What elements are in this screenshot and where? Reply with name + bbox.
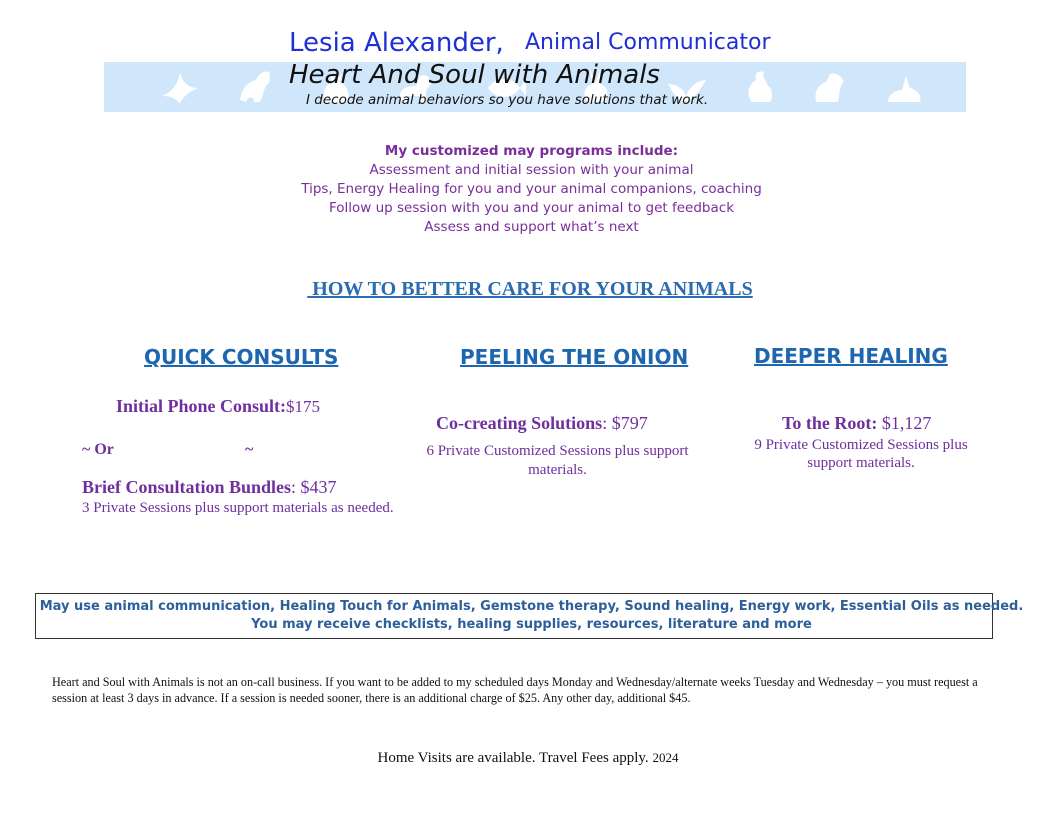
year-text: 2024 [652,750,679,765]
squirrel-silhouette-icon [740,66,784,108]
bundle-price: : $437 [291,477,337,497]
bunny-silhouette-icon [882,66,926,108]
bundle-label: Brief Consultation Bundles [82,477,292,497]
business-name: Heart And Soul with Animals [289,60,660,90]
owner-role: Animal Communicator [525,30,771,55]
program-item: Assess and support what’s next [424,219,639,235]
bird-silhouette-icon [158,66,202,108]
co-creating-description: 6 Private Customized Sessions plus support materials. [426,443,689,478]
to-the-root-label: To the Root: [782,413,878,433]
footer-line [0,750,1056,767]
program-item: Tips, Energy Healing for you and your animal companions, coaching [301,181,762,197]
tagline: I decode animal behaviors so you have solutions that work. [306,92,709,108]
or-separator-left: ~ Or [82,441,114,458]
quick-consults-title: QUICK CONSULTS [144,345,339,369]
to-the-root-line [782,413,931,434]
to-the-root-description: 9 Private Customized Sessions plus support materials. [754,437,968,471]
deeper-healing-title: DEEPER HEALING [754,344,948,368]
owner-name: Lesia Alexander, [289,28,504,58]
bundle-line [82,477,337,498]
resources-line: You may receive checklists, healing supplies, resources, literature and more [251,617,812,632]
to-the-root-price: $1,127 [877,413,932,433]
initial-consult-label: Initial Phone Consult: [116,396,287,416]
peeling-onion-title: PEELING THE ONION [460,345,689,369]
horse-silhouette-icon [234,66,278,108]
bundle-description: 3 Private Sessions plus support materials as needed. [82,500,394,516]
section-title: HOW TO BETTER CARE FOR YOUR ANIMALS [307,278,753,300]
program-item: Assessment and initial session with your animal [369,162,694,178]
co-creating-price: : $797 [602,413,648,433]
initial-consult-price: $175 [286,397,321,416]
home-visits-text: Home Visits are available. Travel Fees apply. [377,750,649,766]
co-creating-label: Co-creating Solutions [436,413,603,433]
modalities-line: May use animal communication, Healing Touch for Animals, Gemstone therapy, Sound healing, Energy work, Essential Oils as needed. [39,599,1024,614]
programs-title: My customized may programs include: [384,143,679,159]
co-creating-line [436,413,648,434]
or-separator-right: ~ [245,441,254,458]
initial-consult-line [116,396,320,417]
scheduling-policy: Heart and Soul with Animals is not an on-call business. If you want to be added to my scheduled days Monday and Wednesday/alternate weeks Tuesday and Wednesday – you must request a session at least 3 days in advance. If a session is needed sooner, there is an additional charge of $25. Any other day, additional $45. [52,675,978,705]
program-item: Follow up session with you and your animal to get feedback [328,200,735,216]
pony-silhouette-icon [808,66,852,108]
